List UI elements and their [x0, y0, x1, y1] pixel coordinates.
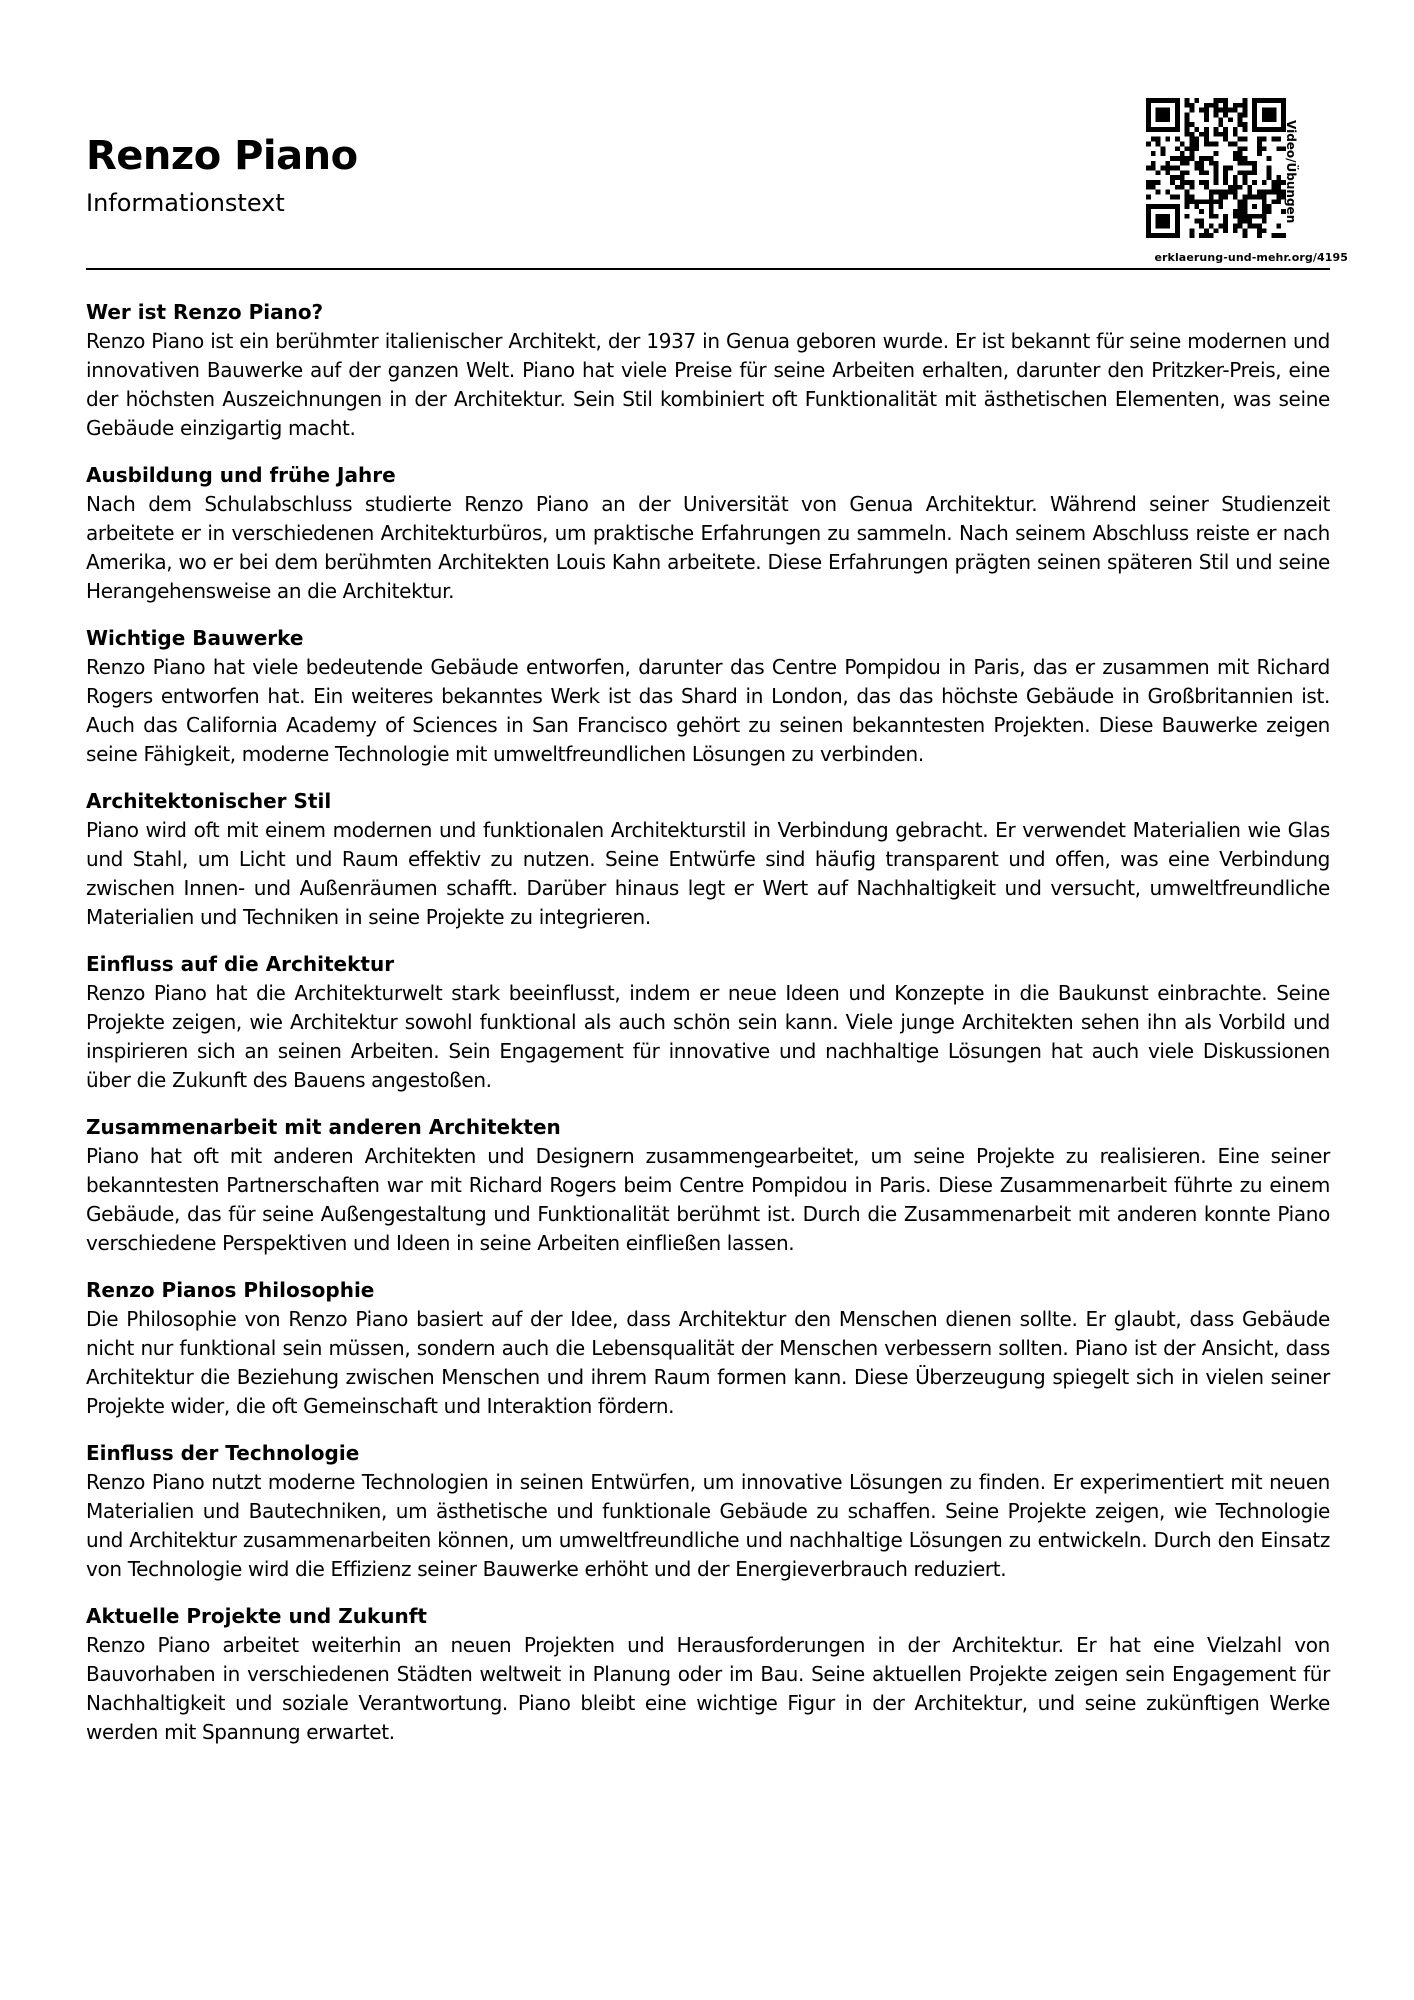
section-heading: Aktuelle Projekte und Zukunft	[86, 1604, 427, 1628]
section-paragraph: Renzo Piano arbeitet weiterhin an neuen Projekten und Herausforderungen in der Architektur. Er hat eine Vielzahl von Bauvorhaben in verschiedenen Städten weltweit in Planung oder im Bau. Seine aktuellen Projekte zeigen sein Engagement für Nachhaltigkeit und soziale Verantwortung. Piano bleibt eine wichtige Figur in der Architektur, und seine zukünftigen Werke werden mit Spannung erwartet.	[86, 1633, 1330, 1744]
qr-label-text: Video/Übungen	[1284, 120, 1298, 224]
section-paragraph: Die Philosophie von Renzo Piano basiert auf der Idee, dass Architektur den Menschen dienen sollte. Er glaubt, dass Gebäude nicht nur funktional sein müssen, sondern auch die Lebensqualität der Menschen verbessern sollten. Piano ist der Ansicht, dass Architektur die Beziehung zwischen Menschen und ihrem Raum formen kann. Diese Überzeugung spiegelt sich in vielen seiner Projekte wider, die oft Gemeinschaft und Interaktion fördern.	[86, 1307, 1330, 1418]
section-heading: Renzo Pianos Philosophie	[86, 1278, 375, 1302]
page-title: Renzo Piano	[86, 133, 358, 179]
text-section	[86, 950, 1330, 1095]
text-section	[86, 1439, 1330, 1584]
page-subtitle: Informationstext	[86, 189, 285, 217]
section-heading: Ausbildung und frühe Jahre	[86, 463, 396, 487]
text-section	[86, 1276, 1330, 1421]
section-paragraph: Renzo Piano hat die Architekturwelt stark beeinflusst, indem er neue Ideen und Konzepte in die Baukunst einbrachte. Seine Projekte zeigen, wie Architektur sowohl funktional als auch schön sein kann. Viele junge Architekten sehen ihn als Vorbild und inspirieren sich an seinen Arbeiten. Sein Engagement für innovative und nachhaltige Lösungen hat auch viele Diskussionen über die Zukunft des Bauens angestoßen.	[86, 981, 1330, 1092]
section-heading: Architektonischer Stil	[86, 789, 332, 813]
section-heading: Wer ist Renzo Piano?	[86, 300, 324, 324]
qr-code-icon[interactable]	[1146, 98, 1286, 238]
qr-url-link[interactable]: erklaerung-und-mehr.org/4195	[1154, 251, 1348, 264]
section-heading: Einfluss auf die Architektur	[86, 952, 395, 976]
text-section	[86, 298, 1330, 443]
document-body	[86, 298, 1330, 1765]
header-divider	[86, 268, 1330, 270]
section-heading: Einfluss der Technologie	[86, 1441, 360, 1465]
text-section	[86, 1602, 1330, 1747]
section-heading: Zusammenarbeit mit anderen Architekten	[86, 1115, 561, 1139]
section-paragraph: Renzo Piano nutzt moderne Technologien in seinen Entwürfen, um innovative Lösungen zu finden. Er experimentiert mit neuen Materialien und Bautechniken, um ästhetische und funktionale Gebäude zu schaffen. Seine Projekte zeigen, wie Technologie und Architektur zusammenarbeiten können, um umweltfreundliche und nachhaltige Lösungen zu entwickeln. Durch den Einsatz von Technologie wird die Effizienz seiner Bauwerke erhöht und der Energieverbrauch reduziert.	[86, 1470, 1330, 1581]
section-paragraph: Nach dem Schulabschluss studierte Renzo Piano an der Universität von Genua Architektur. Während seiner Studienzeit arbeitete er in verschiedenen Architekturbüros, um praktische Erfahrungen zu sammeln. Nach seinem Abschluss reiste er nach Amerika, wo er bei dem berühmten Architekten Louis Kahn arbeitete. Diese Erfahrungen prägten seinen späteren Stil und seine Herangehensweise an die Architektur.	[86, 492, 1330, 603]
section-heading: Wichtige Bauwerke	[86, 626, 304, 650]
page-header	[86, 0, 1348, 272]
text-section	[86, 787, 1330, 932]
section-paragraph: Renzo Piano hat viele bedeutende Gebäude entworfen, darunter das Centre Pompidou in Paris, das er zusammen mit Richard Rogers entworfen hat. Ein weiteres bekanntes Werk ist das Shard in London, das das höchste Gebäude in Großbritannien ist. Auch das California Academy of Sciences in San Francisco gehört zu seinen bekanntesten Projekten. Diese Bauwerke zeigen seine Fähigkeit, moderne Technologie mit umweltfreundlichen Lösungen zu verbinden.	[86, 655, 1330, 766]
section-paragraph: Renzo Piano ist ein berühmter italienischer Architekt, der 1937 in Genua geboren wurde. Er ist bekannt für seine modernen und innovativen Bauwerke auf der ganzen Welt. Piano hat viele Preise für seine Arbeiten erhalten, darunter den Pritzker-Preis, eine der höchsten Auszeichnungen in der Architektur. Sein Stil kombiniert oft Funktionalität mit ästhetischen Elementen, was seine Gebäude einzigartig macht.	[86, 329, 1330, 440]
text-section	[86, 624, 1330, 769]
text-section	[86, 461, 1330, 606]
section-paragraph: Piano hat oft mit anderen Architekten und Designern zusammengearbeitet, um seine Projekte zu realisieren. Eine seiner bekanntesten Partnerschaften war mit Richard Rogers beim Centre Pompidou in Paris. Diese Zusammenarbeit führte zu einem Gebäude, das für seine Außengestaltung und Funktionalität berühmt ist. Durch die Zusammenarbeit mit anderen konnte Piano verschiedene Perspektiven und Ideen in seine Arbeiten einfließen lassen.	[86, 1144, 1330, 1255]
section-paragraph: Piano wird oft mit einem modernen und funktionalen Architekturstil in Verbindung gebracht. Er verwendet Materialien wie Glas und Stahl, um Licht und Raum effektiv zu nutzen. Seine Entwürfe sind häufig transparent und offen, was eine Verbindung zwischen Innen- und Außenräumen schafft. Darüber hinaus legt er Wert auf Nachhaltigkeit und versucht, umweltfreundliche Materialien und Techniken in seine Projekte zu integrieren.	[86, 818, 1330, 929]
text-section	[86, 1113, 1330, 1258]
